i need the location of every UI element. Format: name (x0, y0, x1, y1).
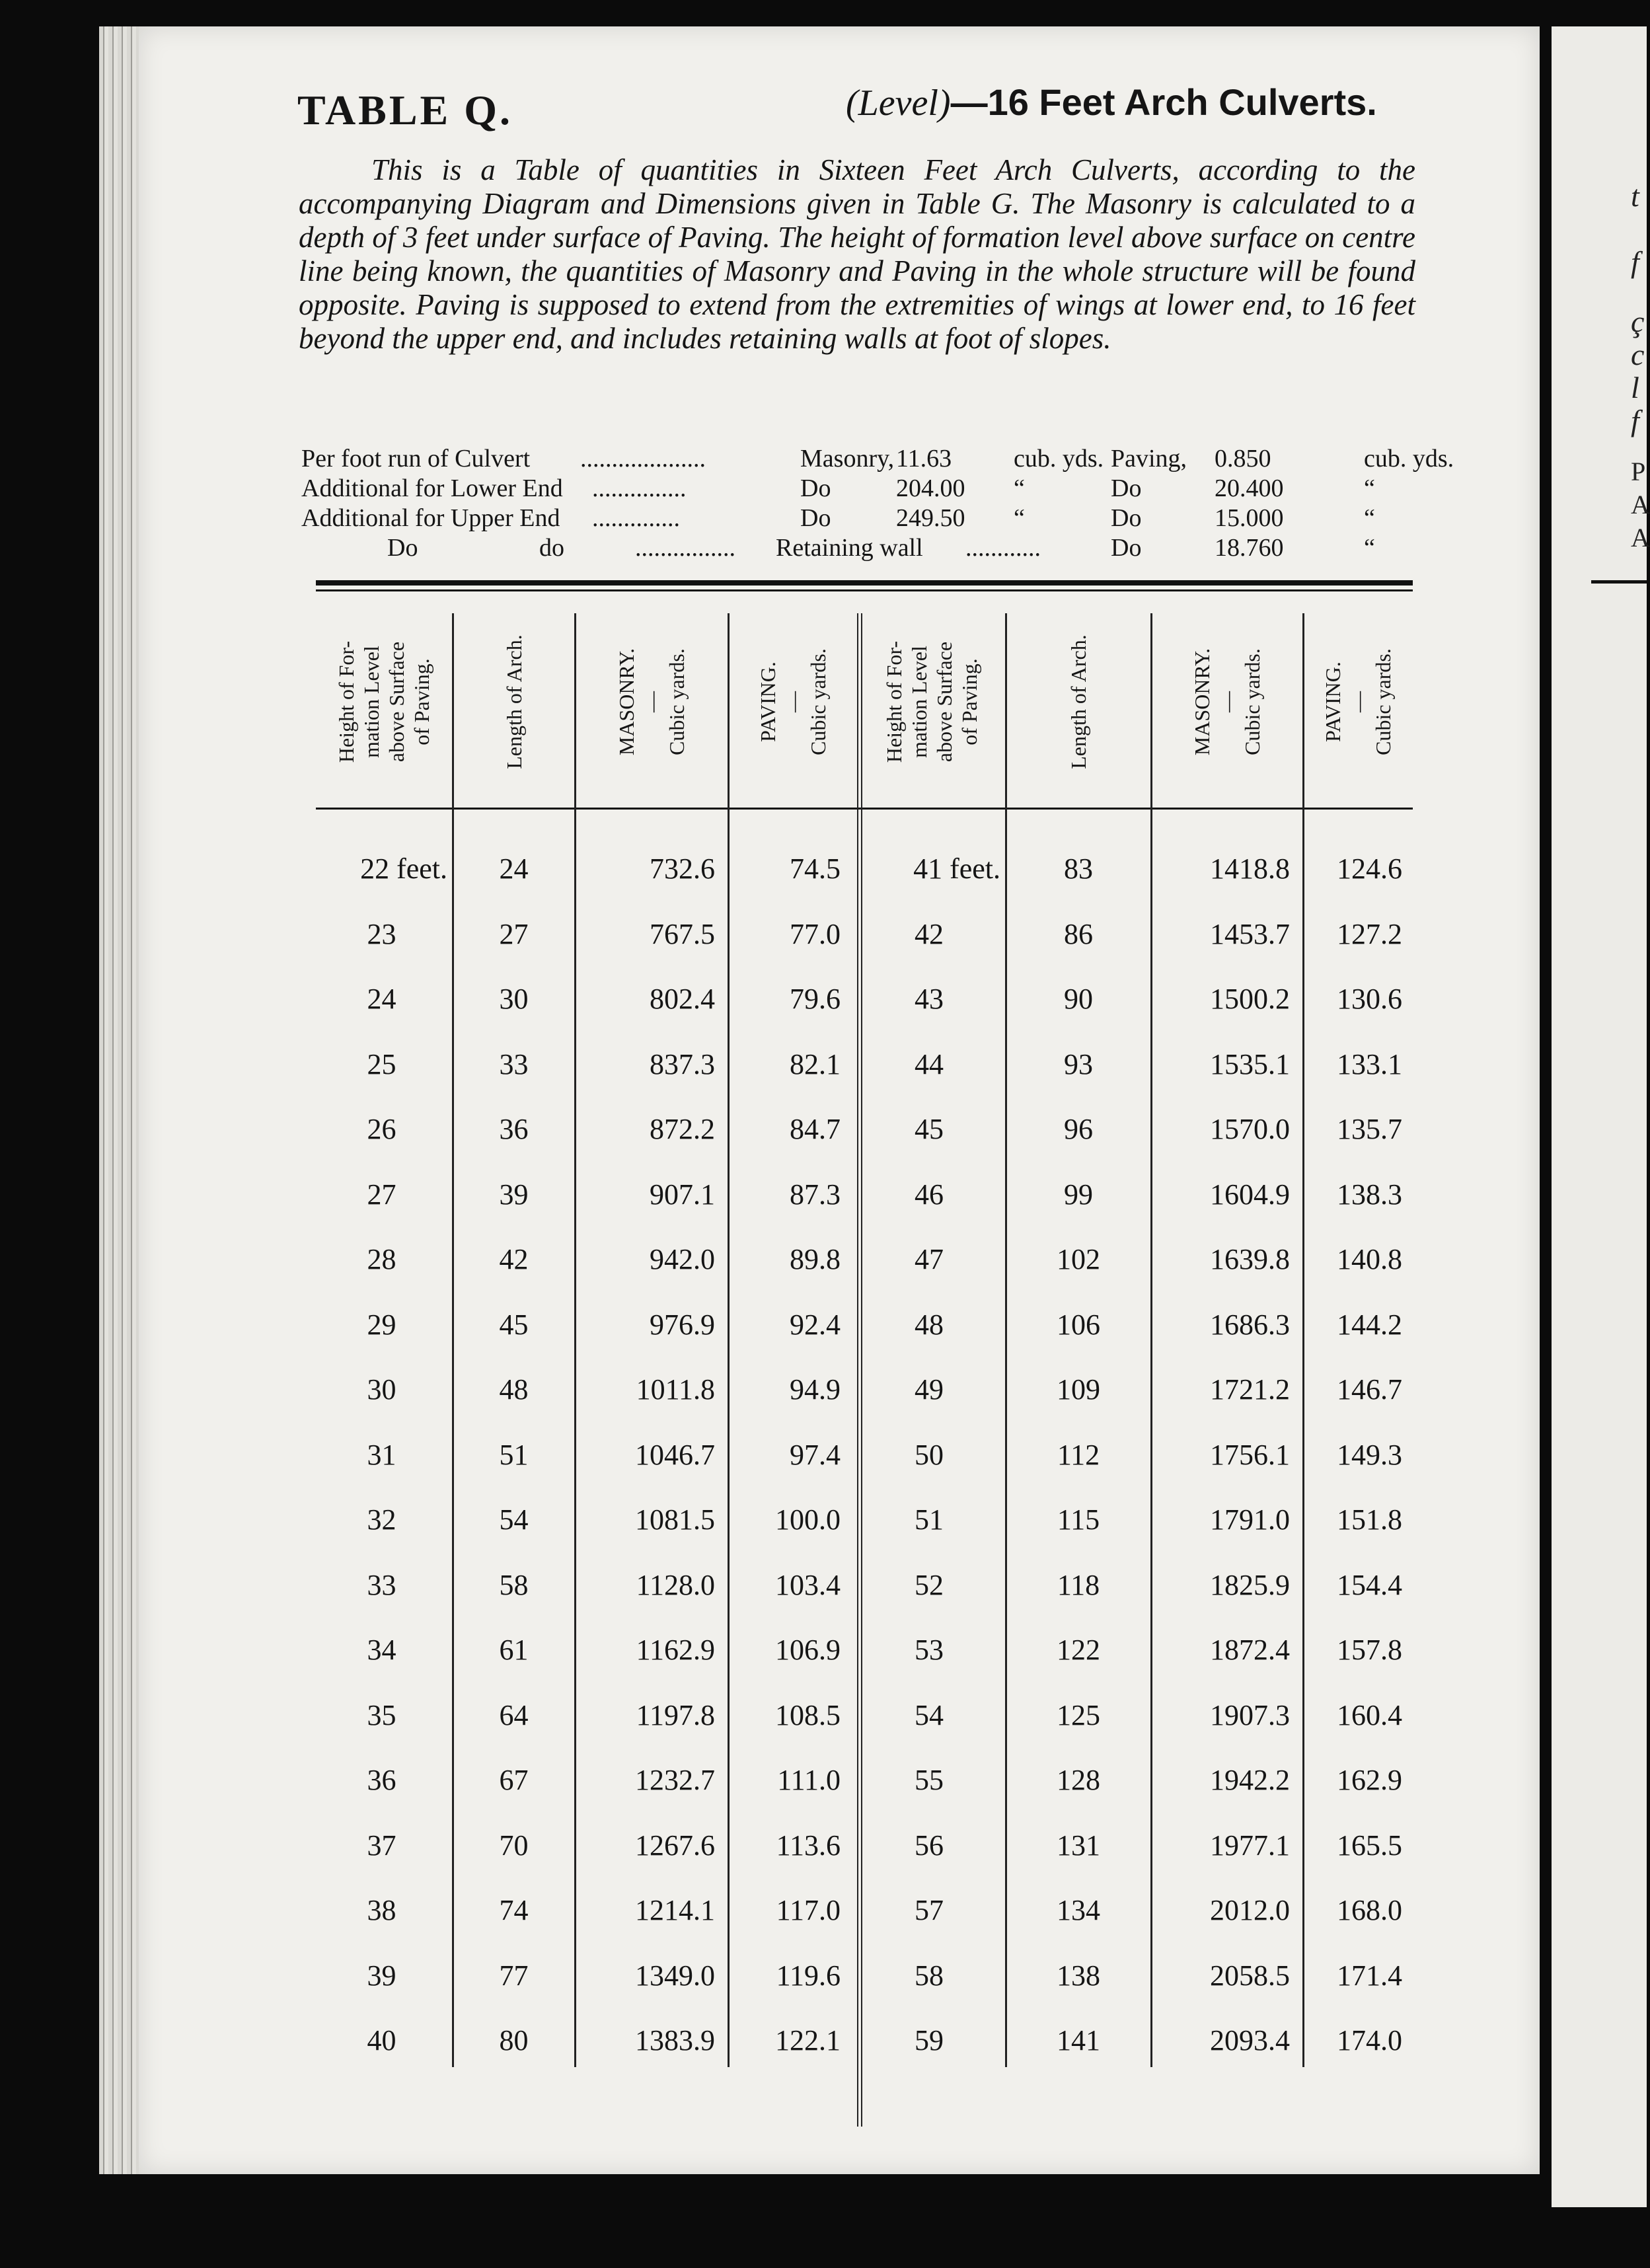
table-cell: 103.4 (775, 1568, 841, 1601)
table-cell: 42 (499, 1243, 529, 1275)
table-top-rule-thin (316, 589, 1413, 591)
table-cell: 29 (367, 1308, 396, 1341)
table-cell: 58 (915, 1959, 944, 1992)
table-cell: 1872.4 (1210, 1634, 1290, 1666)
table-cell: 127.2 (1337, 917, 1402, 950)
table-cell: 1081.5 (635, 1503, 715, 1536)
facing-page-fragment: A (1631, 490, 1650, 519)
totals-item1: Do (800, 474, 831, 502)
table-cell: 30 (499, 983, 529, 1015)
table-cell: 34 (367, 1634, 396, 1666)
totals-row (301, 504, 1418, 533)
table-cell: 102 (1057, 1243, 1100, 1275)
table-cell: 93 (1064, 1047, 1093, 1080)
table-cell: 1721.2 (1210, 1373, 1290, 1406)
table-cell: 40 (367, 2024, 396, 2057)
totals-label: Per foot run of Culvert (301, 445, 531, 472)
table-cell: 92.4 (790, 1308, 841, 1341)
column-header-text: MASONRY. — Cubic yards. (1189, 648, 1264, 756)
table-cell: 133.1 (1337, 1047, 1402, 1080)
table-cell: 767.5 (650, 917, 715, 950)
table-cell: 1604.9 (1210, 1178, 1290, 1211)
table-cell: 53 (915, 1634, 944, 1666)
table-cell: 2093.4 (1210, 2024, 1290, 2057)
facing-page-fragment: f (1631, 404, 1639, 437)
facing-page-rule (1591, 580, 1647, 584)
table-cell: 23 (367, 917, 396, 950)
totals-item1: Masonry, (800, 445, 895, 472)
table-cell: 86 (1064, 917, 1093, 950)
table-cell: 1349.0 (635, 1959, 715, 1992)
table-cell: 45 (499, 1308, 529, 1341)
totals-item2: Paving, (1111, 445, 1187, 472)
totals-unit1: “ (1014, 474, 1025, 502)
table-cell: 64 (499, 1698, 529, 1731)
table-cell: 872.2 (650, 1113, 715, 1145)
table-cell: 976.9 (650, 1308, 715, 1341)
table-cell: 109 (1057, 1373, 1100, 1406)
table-cell: 45 (915, 1113, 944, 1145)
table-cell: 74.5 (790, 852, 841, 885)
facing-page-fragment: t (1631, 179, 1639, 213)
totals-val1: 11.63 (896, 445, 952, 472)
table-cell: 140.8 (1337, 1243, 1402, 1275)
facing-page (1552, 26, 1650, 2207)
level-label: (Level) (846, 83, 951, 124)
table-cell: 124.6 (1337, 852, 1402, 885)
totals-row (301, 444, 1454, 474)
table-cell: 802.4 (650, 983, 715, 1015)
table-cell: 146.7 (1337, 1373, 1402, 1406)
column-header (1006, 603, 1151, 801)
table-cell: 1907.3 (1210, 1698, 1290, 1731)
table-cell: 27 (499, 917, 529, 950)
table-cell: 31 (367, 1438, 396, 1471)
table-cell: 113.6 (776, 1829, 841, 1862)
column-header-text: Height of For- mation Level above Surface of Paving. (334, 640, 434, 763)
table-cell: 37 (367, 1829, 396, 1862)
facing-page-fragment: c (1631, 338, 1645, 371)
table-cell: 24 (499, 852, 529, 885)
table-cell: 58 (499, 1568, 529, 1601)
table-cell: 47 (915, 1243, 944, 1275)
table-cell: 732.6 (650, 852, 715, 885)
column-header-text: PAVING. — Cubic yards. (756, 648, 830, 755)
table-cell: 134 (1057, 1894, 1100, 1926)
table-cell: 100.0 (775, 1503, 841, 1536)
table-cell: 138.3 (1337, 1178, 1402, 1211)
table-cell: 1232.7 (635, 1764, 715, 1796)
table-cell: 1570.0 (1210, 1113, 1290, 1145)
totals-label: Additional for Upper End (301, 504, 560, 532)
column-header (1303, 603, 1413, 801)
totals-val2: 0.850 (1215, 445, 1271, 472)
table-cell: 51 (499, 1438, 529, 1471)
table-cell: 96 (1064, 1113, 1093, 1145)
table-top-rule (316, 580, 1413, 586)
table-cell: 111.0 (777, 1764, 841, 1796)
column-header-text: PAVING. — Cubic yards. (1321, 648, 1395, 755)
table-cell: 168.0 (1337, 1894, 1402, 1926)
table-cell: 1500.2 (1210, 983, 1290, 1015)
totals-item1: Do (800, 504, 831, 532)
table-cell: 1267.6 (635, 1829, 715, 1862)
table-cell: 1535.1 (1210, 1047, 1290, 1080)
table-cell: 174.0 (1337, 2024, 1402, 2057)
table-cell: 33 (367, 1568, 396, 1601)
facing-page-fragment: A (1631, 523, 1650, 552)
table-cell: 119.6 (776, 1959, 841, 1992)
table-cell: 39 (499, 1178, 529, 1211)
table-cell: 154.4 (1337, 1568, 1402, 1601)
table-cell: 2012.0 (1210, 1894, 1290, 1926)
table-cell: 1791.0 (1210, 1503, 1290, 1536)
table-cell: 118 (1057, 1568, 1100, 1601)
facing-page-fragment: ç (1631, 305, 1645, 338)
table-cell: 39 (367, 1959, 396, 1992)
table-cell: 1418.8 (1210, 852, 1290, 885)
table-cell: 99 (1064, 1178, 1093, 1211)
table-cell: 128 (1057, 1764, 1100, 1796)
totals-unit2: “ (1364, 474, 1375, 502)
table-cell: 28 (367, 1243, 396, 1275)
table-cell: 108.5 (775, 1698, 841, 1731)
column-header (453, 603, 575, 801)
totals-unit1: “ (1014, 504, 1025, 532)
table-cell: 36 (499, 1113, 529, 1145)
table-label: TABLE Q. (297, 87, 513, 133)
intro-paragraph: This is a Table of quantities in Sixteen Feet Arch Culverts, according to the accompanying Diagram and Dimensions given in Table G. The Masonry is calculated to a depth of 3 feet under surface of Paving. The height of formation level above surface on centre line being known, the quantities of Masonry and Paving in the whole structure will be found opposite. Paving is supposed to extend from the extremities of wings at lower end, to 16 feet beyond the upper end, and includes retaining walls at foot of slopes. (299, 153, 1415, 355)
table-cell: 27 (367, 1178, 396, 1211)
table-cell: 90 (1064, 983, 1093, 1015)
facing-page-fragment: f (1631, 245, 1639, 279)
table-cell: 25 (367, 1047, 396, 1080)
totals-item2: Do (1111, 474, 1142, 502)
table-cell: 57 (915, 1894, 944, 1926)
title-text: —16 Feet Arch Culverts. (950, 81, 1377, 123)
table-cell: 59 (915, 2024, 944, 2057)
table-cell: 77 (499, 1959, 529, 1992)
table-cell: 38 (367, 1894, 396, 1926)
table-cell: 56 (915, 1829, 944, 1862)
table-cell: 70 (499, 1829, 529, 1862)
totals-dots: ................ (635, 534, 735, 562)
table-cell: 22 feet. (360, 852, 447, 885)
totals-sub: do (539, 534, 564, 562)
table-cell: 54 (915, 1698, 944, 1731)
facing-page-fragment: l (1631, 371, 1639, 404)
table-cell: 162.9 (1337, 1764, 1402, 1796)
column-header-text: Height of For- mation Level above Surface of Paving. (882, 640, 981, 763)
table-cell: 138 (1057, 1959, 1100, 1992)
table-cell: 79.6 (790, 983, 841, 1015)
column-header (575, 603, 728, 801)
totals-unit2: cub. yds. (1364, 445, 1454, 472)
totals-row (301, 533, 1418, 563)
table-cell: 130.6 (1337, 983, 1402, 1015)
table-cell: 131 (1057, 1829, 1100, 1862)
table-cell: 112 (1057, 1438, 1100, 1471)
table-cell: 1128.0 (636, 1568, 715, 1601)
table-cell: 160.4 (1337, 1698, 1402, 1731)
totals-unit2: “ (1364, 504, 1375, 532)
totals-label: Do (387, 534, 418, 562)
table-cell: 1756.1 (1210, 1438, 1290, 1471)
table-cell: 1825.9 (1210, 1568, 1290, 1601)
table-cell: 1453.7 (1210, 917, 1290, 950)
column-header-text: MASONRY. — Cubic yards. (614, 648, 689, 756)
table-title (846, 81, 1377, 124)
table-cell: 106 (1057, 1308, 1100, 1341)
table-cell: 117.0 (776, 1894, 841, 1926)
table-cell: 55 (915, 1764, 944, 1796)
table-cell: 115 (1057, 1503, 1100, 1536)
totals-dots: .............. (592, 504, 680, 532)
table-cell: 1011.8 (636, 1373, 715, 1406)
totals-item2: Do (1111, 534, 1142, 562)
table-cell: 157.8 (1337, 1634, 1402, 1666)
header-bottom-rule (316, 808, 1413, 810)
table-cell: 165.5 (1337, 1829, 1402, 1862)
table-cell: 67 (499, 1764, 529, 1796)
table-cell: 144.2 (1337, 1308, 1402, 1341)
table-cell: 26 (367, 1113, 396, 1145)
totals-item1: Retaining wall (776, 534, 923, 562)
table-cell: 54 (499, 1503, 529, 1536)
table-cell: 77.0 (790, 917, 841, 950)
totals-val2: 18.760 (1215, 534, 1284, 562)
table-cell: 83 (1064, 852, 1093, 885)
table-cell: 84.7 (790, 1113, 841, 1145)
table-cell: 30 (367, 1373, 396, 1406)
table-cell: 1214.1 (635, 1894, 715, 1926)
table-cell: 74 (499, 1894, 529, 1926)
table-cell: 141 (1057, 2024, 1100, 2057)
totals-block (301, 444, 1454, 563)
table-cell: 89.8 (790, 1243, 841, 1275)
table-cell: 2058.5 (1210, 1959, 1290, 1992)
table-cell: 1977.1 (1210, 1829, 1290, 1862)
table-cell: 907.1 (650, 1178, 715, 1211)
column-header (858, 603, 1006, 801)
table-cell: 125 (1057, 1698, 1100, 1731)
column-header-text: Length of Arch. (502, 634, 526, 769)
table-cell: 42 (915, 917, 944, 950)
table-cell: 106.9 (775, 1634, 841, 1666)
table-cell: 1942.2 (1210, 1764, 1290, 1796)
column-header (1151, 603, 1303, 801)
table-cell: 44 (915, 1047, 944, 1080)
totals-dots: .................... (580, 445, 706, 472)
table-cell: 87.3 (790, 1178, 841, 1211)
table-cell: 1197.8 (636, 1698, 715, 1731)
column-header (316, 603, 453, 801)
totals-unit1: cub. yds. (1014, 445, 1104, 472)
totals-val2: 20.400 (1215, 474, 1284, 502)
table-cell: 80 (499, 2024, 529, 2057)
table-cell: 52 (915, 1568, 944, 1601)
table-cell: 24 (367, 983, 396, 1015)
totals-item2: Do (1111, 504, 1142, 532)
column-header-text: Length of Arch. (1067, 634, 1090, 769)
table-cell: 1686.3 (1210, 1308, 1290, 1341)
table-cell: 942.0 (650, 1243, 715, 1275)
totals-val1: ............ (965, 534, 1041, 562)
table-cell: 50 (915, 1438, 944, 1471)
table-cell: 49 (915, 1373, 944, 1406)
table-cell: 97.4 (790, 1438, 841, 1471)
table-cell: 82.1 (790, 1047, 841, 1080)
totals-unit2: “ (1364, 534, 1375, 562)
table-cell: 43 (915, 983, 944, 1015)
totals-label: Additional for Lower End (301, 474, 563, 502)
table-cell: 46 (915, 1178, 944, 1211)
table-cell: 48 (915, 1308, 944, 1341)
table-cell: 122 (1057, 1634, 1100, 1666)
table-cell: 1162.9 (636, 1634, 715, 1666)
totals-dots: ............... (592, 474, 687, 502)
table-cell: 48 (499, 1373, 529, 1406)
facing-page-fragment: P (1631, 457, 1646, 486)
table-cell: 35 (367, 1698, 396, 1731)
column-header (728, 603, 858, 801)
table-cell: 1639.8 (1210, 1243, 1290, 1275)
table-cell: 151.8 (1337, 1503, 1402, 1536)
table-cell: 837.3 (650, 1047, 715, 1080)
table-cell: 51 (915, 1503, 944, 1536)
table-cell: 1046.7 (635, 1438, 715, 1471)
table-cell: 94.9 (790, 1373, 841, 1406)
table-cell: 122.1 (775, 2024, 841, 2057)
table-cell: 61 (499, 1634, 529, 1666)
totals-val1: 249.50 (896, 504, 965, 532)
table-cell: 149.3 (1337, 1438, 1402, 1471)
table-cell: 135.7 (1337, 1113, 1402, 1145)
table-cell: 33 (499, 1047, 529, 1080)
totals-val2: 15.000 (1215, 504, 1284, 532)
table-cell: 32 (367, 1503, 396, 1536)
table-cell: 41 feet. (913, 852, 1000, 885)
table-cell: 36 (367, 1764, 396, 1796)
table-cell: 1383.9 (635, 2024, 715, 2057)
totals-val1: 204.00 (896, 474, 965, 502)
table-cell: 171.4 (1337, 1959, 1402, 1992)
totals-row (301, 474, 1418, 504)
